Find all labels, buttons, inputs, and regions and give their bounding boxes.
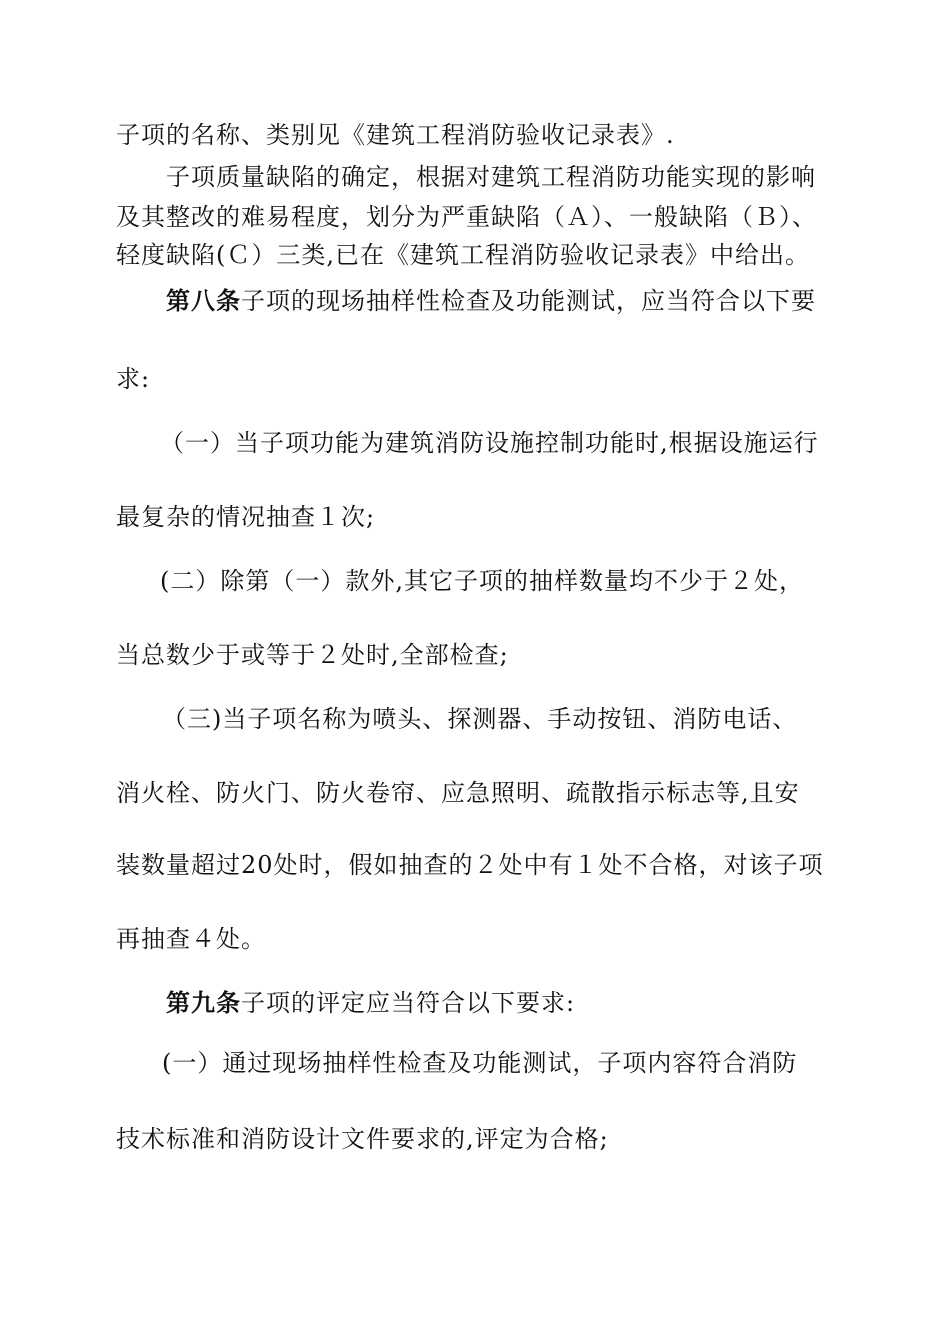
text-line-2: 子项质量缺陷的确定，根据对建筑工程消防功能实现的影响 <box>166 163 816 191</box>
text-line-1: 子项的名称、类别见《建筑工程消防验收记录表》. <box>116 121 675 149</box>
text-line-10: 当总数少于或等于２处时,全部检查; <box>116 641 509 669</box>
text-line-17: 技术标准和消防设计文件要求的,评定为合格; <box>116 1125 609 1153</box>
article-8-heading: 第八条 <box>166 287 241 315</box>
article-9-heading: 第九条 <box>166 989 241 1017</box>
article-9-text: 子项的评定应当符合以下要求: <box>241 989 576 1017</box>
text-line-7: （一）当子项功能为建筑消防设施控制功能时,根据设施运行 <box>160 429 819 457</box>
text-line-14: 再抽查４处。 <box>116 925 266 953</box>
text-line-3: 及其整改的难易程度，划分为严重缺陷（Ａ）、一般缺陷（Ｂ）、 <box>116 203 817 231</box>
text-line-16: (一）通过现场抽样性检查及功能测试，子项内容符合消防 <box>162 1049 798 1077</box>
text-line-4: 轻度缺陷(Ｃ）三类,已在《建筑工程消防验收记录表》中给出。 <box>116 241 810 269</box>
text-line-11: （三)当子项名称为喷头、探测器、手动按钮、消防电话、 <box>162 705 798 733</box>
text-line-8: 最复杂的情况抽查１次; <box>116 503 376 531</box>
article-8-paragraph <box>166 286 816 316</box>
article-8-text: 子项的现场抽样性检查及功能测试，应当符合以下要 <box>241 287 816 315</box>
text-line-6: 求: <box>116 365 151 393</box>
text-line-13: 装数量超过20处时，假如抽查的２处中有１处不合格，对该子项 <box>116 851 824 879</box>
text-line-12: 消火栓、防火门、防火卷帘、应急照明、疏散指示标志等,且安 <box>116 779 800 807</box>
article-9-paragraph <box>166 988 575 1018</box>
text-line-9: (二）除第（一）款外,其它子项的抽样数量均不少于２处， <box>160 567 804 595</box>
